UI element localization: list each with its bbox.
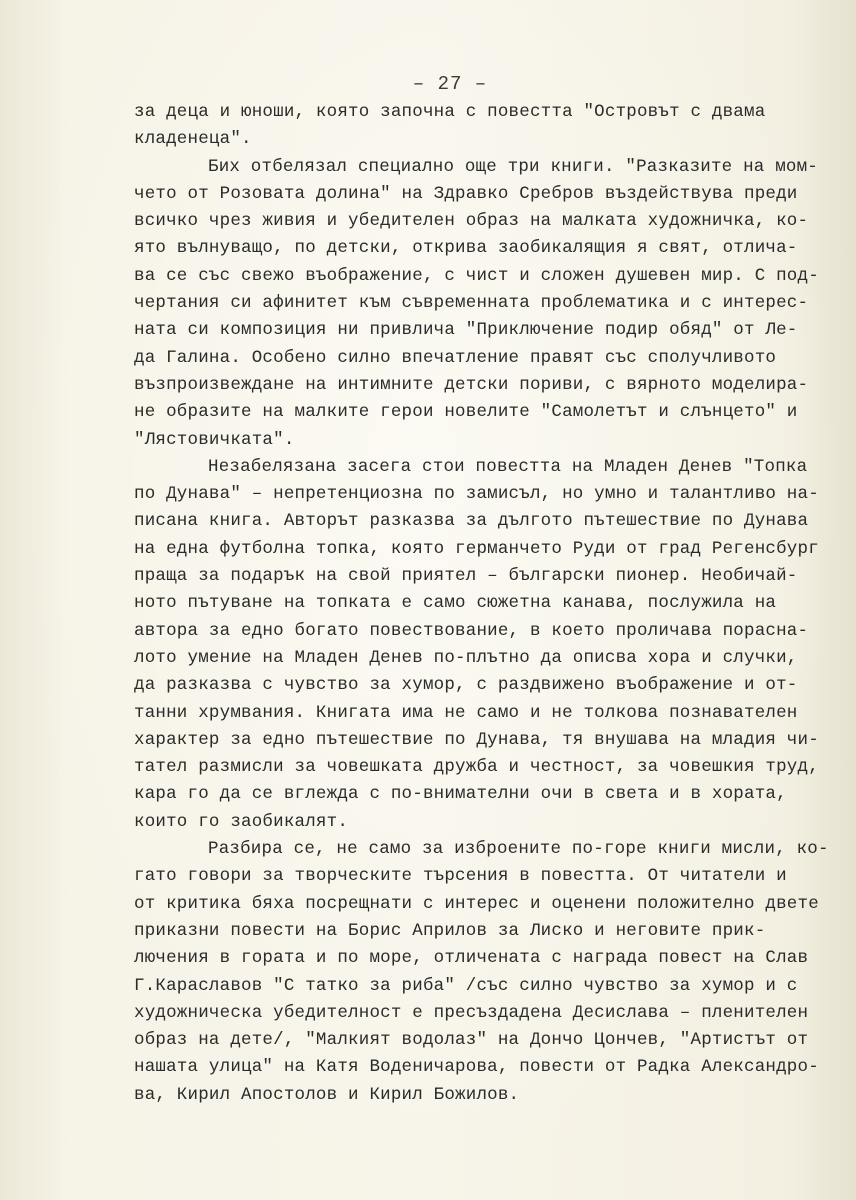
text-line: танни хрумвания. Книгата има не само и не толкова познавателен	[134, 702, 798, 723]
text-line: чертания си афинитет към съвременната проблематика и с интерес-	[134, 293, 809, 314]
text-line: образ на дете/, "Малкият водолаз" на Дончо Цончев, "Артистът от	[134, 1030, 809, 1051]
text-line: тател размисли за човешката дружба и честност, за човешкия труд,	[134, 757, 819, 778]
text-line: автора за едно богато повествование, в което проличава порасна-	[134, 620, 809, 641]
text-line: ва, Кирил Апостолов и Кирил Божилов.	[134, 1084, 520, 1105]
text-line: за деца и юноши, която започна с повестта "Островът с двама	[134, 102, 766, 122]
text-line: чето от Розовата долина" на Здравко Сребров въздействува преди	[134, 183, 798, 204]
text-line: кара го да се вглежда с по-внимателни очи в света и в хората,	[134, 784, 787, 805]
text-line: лючения в гората и по море, отличената с награда повест на Слав	[134, 948, 809, 969]
text-line: които го заобикалят.	[134, 811, 349, 832]
text-line: Незабелязана засега стои повестта на Младен Денев "Топка	[208, 456, 808, 477]
text-line: художническа убедителност е пресъздадена Десислава – пленителен	[134, 1002, 809, 1023]
body-text	[134, 99, 854, 1109]
text-line: гато говори за творческите търсения в повестта. От читатели и	[134, 866, 787, 887]
text-line: не образите на малките герои новелите "Самолетът и слънцето" и	[134, 402, 798, 423]
text-line: ято вълнуващо, по детски, открива заобикалящия я свят, отлича-	[134, 238, 798, 259]
text-line: характер за едно пътешествие по Дунава, тя внушава на младия чи-	[134, 729, 819, 750]
page-number: – 27 –	[412, 73, 488, 95]
text-line: приказни повести на Борис Априлов за Лиско и неговите прик-	[134, 920, 766, 941]
text-line: "Лястовичката".	[134, 429, 295, 450]
text-line: праща за подарък на свой приятел – български пионер. Необичай-	[134, 566, 798, 587]
text-line: нашата улица" на Катя Воденичарова, повести от Радка Александро-	[134, 1057, 819, 1078]
text-line: по Дунава" – непретенциозна по замисъл, но умно и талантливо на-	[134, 484, 819, 505]
text-line: ното пътуване на топката е само сюжетна канава, послужила на	[134, 593, 777, 614]
text-line: ва се със свежо въображение, с чист и сложен душевен мир. С под-	[134, 265, 819, 286]
text-line: всичко чрез живия и убедителен образ на малката художничка, ко-	[134, 211, 809, 232]
text-line: да Галина. Особено силно впечатление правят със сполучливото	[134, 347, 777, 368]
text-line: кладенеца".	[134, 129, 252, 150]
text-line: лото умение на Младен Денев по-плътно да описва хора и случки,	[134, 647, 798, 668]
text-line: възпроизвеждане на интимните детски пориви, с вярното моделира-	[134, 374, 809, 395]
text-line: да разказва с чувство за хумор, с раздвижено въображение и от-	[134, 675, 798, 696]
text-line: писана книга. Авторът разказва за дългото пътешествие по Дунава	[134, 511, 809, 532]
text-line: на една футболна топка, която германчето Руди от град Регенсбург	[134, 538, 819, 559]
text-line: Разбира се, не само за изброените по-горе книги мисли, ко-	[208, 839, 829, 860]
text-line: Бих отбелязал специално още три книги. "Разказите на мом-	[208, 156, 818, 177]
text-line: ната си композиция ни привлича "Приключение подир обяд" от Ле-	[134, 320, 798, 341]
text-line: Г.Караславов "С татко за риба" /със силно чувство за хумор и с	[134, 975, 798, 996]
text-line: от критика бяха посрещнати с интерес и оценени положително двете	[134, 893, 819, 914]
